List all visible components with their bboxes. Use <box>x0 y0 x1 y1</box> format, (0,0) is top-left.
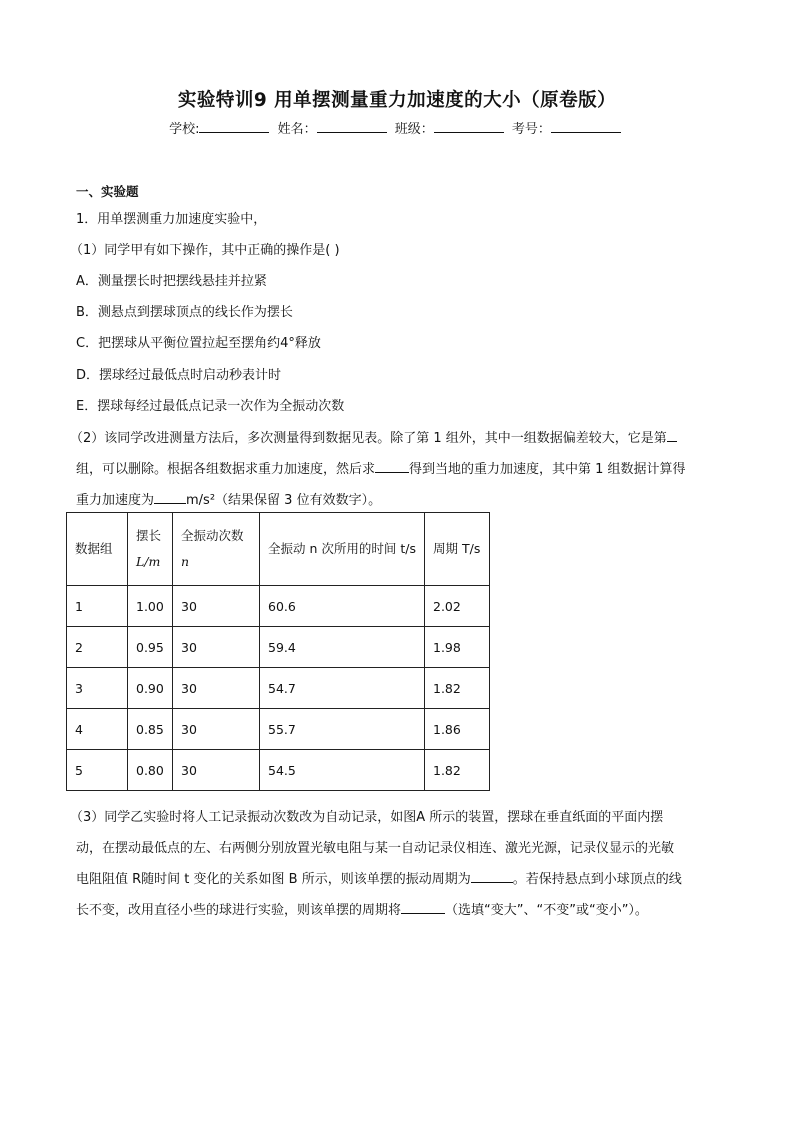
header-count: 全振动次数 n <box>173 513 260 586</box>
cell-group: 4 <box>67 709 128 750</box>
cell-count: 30 <box>173 586 260 627</box>
cell-time: 60.6 <box>260 586 425 627</box>
page-title: 实验特训9 用单摆测量重力加速度的大小（原卷版） <box>177 90 617 111</box>
cell-period: 1.82 <box>425 750 490 791</box>
header-length: 摆长 L/m <box>128 513 173 586</box>
answer-blank-change[interactable] <box>401 902 445 914</box>
table-row <box>67 709 490 750</box>
cell-length: 0.85 <box>128 709 173 750</box>
cell-period: 2.02 <box>425 586 490 627</box>
part3-line2: 动，在摆动最低点的左、右两侧分别放置光敏电阻与某一自动记录仪相连、激光光源，记录仪显示的光敏 <box>76 841 675 856</box>
part2-line3: 重力加速度为 m/s²（结果保留 3 位有效数字）。 <box>76 493 382 508</box>
name-label: 姓名： <box>277 122 317 137</box>
cell-time: 55.7 <box>260 709 425 750</box>
part3-line4: 长不变，改用直径小些的球进行实验，则该单摆的周期将 （选填“变大”、“不变”或“变小”）。 <box>76 903 648 918</box>
part3-line1: （3）同学乙实验时将人工记录振动次数改为自动记录，如图A 所示的装置，摆球在垂直纸面的平面内摆 <box>70 810 664 825</box>
answer-blank-g-value[interactable] <box>154 492 186 504</box>
option-b: B．测悬点到摆球顶点的线长作为摆长 <box>76 305 293 320</box>
class-label: 班级： <box>394 122 434 137</box>
cell-group: 1 <box>67 586 128 627</box>
student-info-line <box>0 118 794 137</box>
cell-time: 54.7 <box>260 668 425 709</box>
answer-blank-period[interactable] <box>471 871 513 883</box>
cell-period: 1.82 <box>425 668 490 709</box>
exam-no-blank[interactable] <box>551 120 621 133</box>
cell-length: 0.80 <box>128 750 173 791</box>
header-time: 全振动 n 次所用的时间 t/s <box>260 513 425 586</box>
header-period: 周期 T/s <box>425 513 490 586</box>
cell-time: 54.5 <box>260 750 425 791</box>
option-a: A．测量摆长时把摆线悬挂并拉紧 <box>76 274 267 289</box>
cell-group: 5 <box>67 750 128 791</box>
cell-count: 30 <box>173 668 260 709</box>
cell-group: 2 <box>67 627 128 668</box>
cell-period: 1.86 <box>425 709 490 750</box>
cell-length: 0.95 <box>128 627 173 668</box>
table-header-row <box>67 513 490 586</box>
name-blank[interactable] <box>317 120 387 133</box>
exam-no-label: 考号： <box>511 122 551 137</box>
answer-blank-group[interactable] <box>667 430 677 442</box>
option-d: D．摆球经过最低点时启动秒表计时 <box>76 368 282 383</box>
table-row <box>67 627 490 668</box>
data-table <box>66 512 490 791</box>
option-c: C．把摆球从平衡位置拉起至摆角约4°释放 <box>76 336 321 351</box>
cell-count: 30 <box>173 750 260 791</box>
section-heading: 一、实验题 <box>76 184 139 199</box>
cell-count: 30 <box>173 709 260 750</box>
cell-length: 0.90 <box>128 668 173 709</box>
part2-line2: 组，可以删除。根据各组数据求重力加速度，然后求 得到当地的重力加速度，其中第 1 组数据计算得 <box>76 462 686 477</box>
table-row <box>67 750 490 791</box>
cell-time: 59.4 <box>260 627 425 668</box>
class-blank[interactable] <box>434 120 504 133</box>
cell-group: 3 <box>67 668 128 709</box>
question-stem: 1．用单摆测重力加速度实验中， <box>76 212 267 227</box>
answer-blank-method[interactable] <box>375 461 409 473</box>
option-e: E．摆球每经过最低点记录一次作为全振动次数 <box>76 399 345 414</box>
part1-prompt: （1）同学甲有如下操作，其中正确的操作是( ) <box>70 243 340 258</box>
part3-line3: 电阻阻值 R随时间 t 变化的关系如图 B 所示，则该单摆的振动周期为 。若保持悬点到小球顶点的线 <box>76 872 682 887</box>
table-row <box>67 668 490 709</box>
school-blank[interactable] <box>199 120 269 133</box>
cell-count: 30 <box>173 627 260 668</box>
cell-length: 1.00 <box>128 586 173 627</box>
part2-line1: （2）该同学改进测量方法后，多次测量得到数据见表。除了第 1 组外，其中一组数据偏差较大，它是第 <box>70 427 677 446</box>
header-group: 数据组 <box>67 513 128 586</box>
school-label: 学校: <box>169 122 200 137</box>
table-row <box>67 586 490 627</box>
cell-period: 1.98 <box>425 627 490 668</box>
